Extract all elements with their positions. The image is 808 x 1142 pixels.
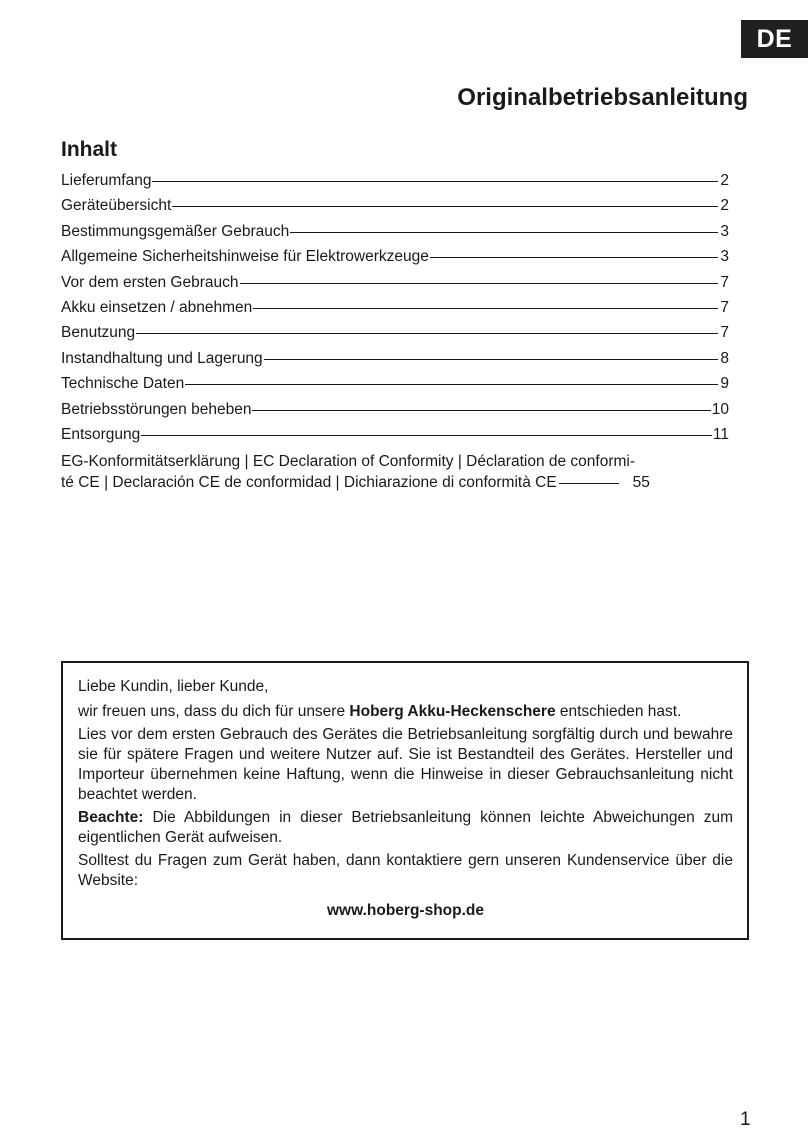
toc-entry-conformity[interactable] bbox=[61, 451, 729, 493]
toc-entry-label: Allgemeine Sicherheitshinweise für Elektrowerkzeuge bbox=[61, 248, 429, 266]
toc-heading: Inhalt bbox=[61, 138, 117, 161]
toc-entry-label: Technische Daten bbox=[61, 375, 185, 393]
toc-leader-line bbox=[253, 308, 718, 309]
table-of-contents bbox=[61, 172, 729, 493]
toc-entry-page: 2 bbox=[720, 172, 729, 189]
toc-entry[interactable] bbox=[61, 426, 729, 451]
toc-entry[interactable] bbox=[61, 197, 729, 222]
product-name: Hoberg Akku-Heckenschere bbox=[349, 703, 556, 720]
toc-entry-page: 7 bbox=[720, 298, 729, 316]
customer-notice-box bbox=[61, 661, 749, 940]
toc-entry-label: Betriebsstörungen beheben bbox=[61, 400, 252, 418]
toc-entry-label: Instandhaltung und Lagerung bbox=[61, 349, 263, 367]
toc-entry-page: 8 bbox=[720, 349, 729, 367]
toc-entry-label: Geräteübersicht bbox=[61, 197, 172, 215]
toc-leader-line bbox=[290, 232, 718, 233]
toc-entry[interactable] bbox=[61, 274, 729, 299]
toc-entry-label-line1: EG-Konformitätserklärung | EC Declaration of Conformity | Déclaration de conformi- bbox=[61, 453, 636, 471]
toc-entry-page: 3 bbox=[720, 248, 729, 266]
toc-entry[interactable] bbox=[61, 350, 729, 375]
notice-paragraph-contact: Solltest du Fragen zum Gerät haben, dann kontaktiere gern unseren Kundenservice über die Website: bbox=[78, 852, 733, 889]
toc-entry[interactable] bbox=[61, 401, 729, 426]
toc-entry-page: 55 bbox=[632, 474, 650, 492]
language-badge: DE bbox=[741, 20, 808, 58]
notice-text: wir freuen uns, dass du dich für unsere bbox=[78, 703, 350, 720]
note-label: Beachte: bbox=[78, 809, 144, 826]
notice-paragraph-instructions: Lies vor dem ersten Gebrauch des Gerätes die Betriebsanleitung sorgfältig durch und bewahre sie für spätere Fragen und weitere Nutzer auf. Sie ist Bestandteil des Gerätes. Hersteller und Importeur übernehmen keine Haftung, wenn die Hinweise in dieser Gebrauchsanleitung nicht beachtet werden. bbox=[78, 726, 733, 803]
toc-entry[interactable] bbox=[61, 375, 729, 400]
toc-entry-page: 7 bbox=[720, 324, 729, 342]
toc-leader-line bbox=[152, 181, 718, 182]
toc-leader-line bbox=[430, 257, 718, 258]
toc-leader-line bbox=[559, 483, 619, 484]
toc-leader-line bbox=[136, 333, 718, 334]
website-link[interactable]: www.hoberg-shop.de bbox=[326, 902, 484, 919]
toc-entry-page: 7 bbox=[720, 273, 729, 291]
toc-entry-label: Akku einsetzen / abnehmen bbox=[61, 298, 253, 316]
toc-entry-page: 10 bbox=[711, 400, 729, 418]
toc-leader-line bbox=[185, 384, 718, 385]
toc-entry-label: Lieferumfang bbox=[61, 172, 152, 189]
toc-leader-line bbox=[172, 206, 718, 207]
notice-text: Die Abbildungen in dieser Betriebsanleitung können leichte Abweichungen zum eigentlichen Gerät aufweisen. bbox=[78, 809, 733, 846]
toc-entry-page: 3 bbox=[720, 222, 729, 240]
notice-paragraph-note bbox=[78, 808, 733, 848]
document-title: Originalbetriebsanleitung bbox=[457, 84, 748, 111]
toc-entry-label: Vor dem ersten Gebrauch bbox=[61, 273, 239, 291]
toc-entry-label: Entsorgung bbox=[61, 425, 141, 443]
toc-leader-line bbox=[252, 410, 710, 411]
toc-entry-page: 11 bbox=[712, 425, 729, 443]
toc-entry[interactable] bbox=[61, 324, 729, 349]
toc-entry-page: 2 bbox=[720, 197, 729, 215]
toc-entry[interactable] bbox=[61, 172, 729, 197]
toc-entry-label: Benutzung bbox=[61, 324, 136, 342]
toc-entry[interactable] bbox=[61, 223, 729, 248]
notice-greeting: Liebe Kundin, lieber Kunde, bbox=[78, 678, 269, 695]
notice-paragraph-thanks bbox=[78, 702, 733, 722]
notice-text: entschieden hast. bbox=[555, 703, 682, 720]
toc-entry[interactable] bbox=[61, 299, 729, 324]
toc-leader-line bbox=[141, 435, 712, 436]
toc-entry-label: Bestimmungsgemäßer Gebrauch bbox=[61, 222, 290, 240]
toc-entry-label-line2: té CE | Declaración CE de conformidad | Dichiarazione di conformità CE bbox=[61, 474, 557, 492]
toc-entry-page: 9 bbox=[720, 375, 729, 393]
toc-leader-line bbox=[264, 359, 718, 360]
page-number: 1 bbox=[740, 1109, 751, 1130]
toc-leader-line bbox=[240, 283, 719, 284]
toc-entry[interactable] bbox=[61, 248, 729, 273]
